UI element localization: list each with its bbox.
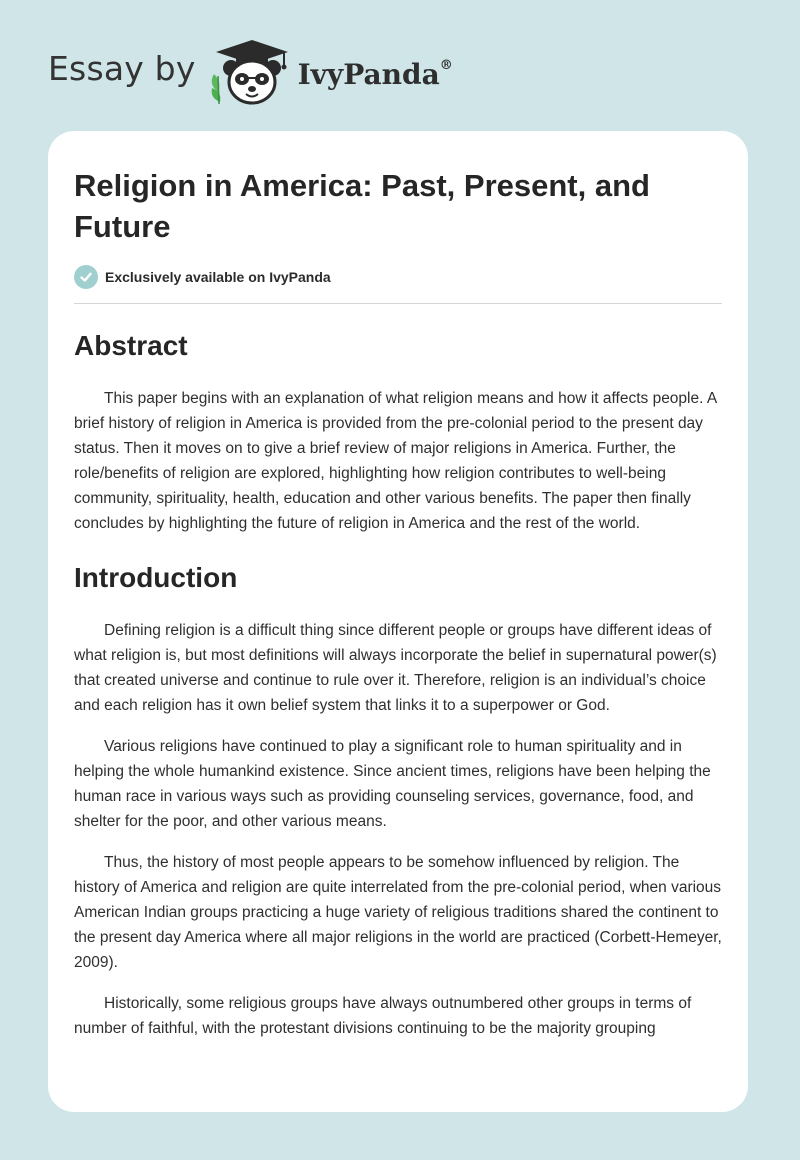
abstract-heading: Abstract xyxy=(74,330,188,361)
panda-logo-icon[interactable] xyxy=(204,36,300,108)
intro-paragraph-3: Thus, the history of most people appears to be somehow influenced by religion. The history of America and religion are quite interrelated from the pre-colonial period, when various American Indian groups practicing a huge variety of religious traditions shared the continent to the present day America where all major religions in the world are practiced (Corbett-Hemeyer, 2009). xyxy=(74,854,722,971)
intro-paragraph-1: Defining religion is a difficult thing since different people or groups have different ideas of what religion is, but most definitions will always incorporate the belief in supernatural power(s) that created universe and continue to rule over it. Therefore, religion is an individual’s choice and each religion has it own belief system that links it to a superpower or God. xyxy=(74,622,717,714)
divider xyxy=(74,303,722,304)
registered-mark: ® xyxy=(439,58,453,74)
intro-paragraph-2: Various religions have continued to play a significant role to human spirituality and in helping the whole humankind existence. Since ancient times, religions have been helping the human race in various ways such as providing counseling services, governance, food, and shelter for the poor, and other various means. xyxy=(74,738,711,830)
intro-paragraph-4: Historically, some religious groups have always outnumbered other groups in terms of number of faithful, with the protestant divisions continuing to be the majority grouping xyxy=(74,995,692,1037)
exclusive-badge-text: Exclusively available on IvyPanda xyxy=(105,269,331,285)
essay-title: Religion in America: Past, Present, and Future xyxy=(74,168,650,244)
brand-header xyxy=(48,36,453,108)
exclusive-badge xyxy=(74,265,722,289)
abstract-paragraph: This paper begins with an explanation of what religion means and how it affects people. A brief history of religion in America is provided from the pre-colonial period to the present day status. Then it moves on to give a brief review of major religions in America. Further, the role/benefits of religion are explored, highlighting how religion contributes to well-being community, spirituality, health, education and other various benefits. The paper then finally concludes by highlighting the future of religion in America and the rest of the world. xyxy=(74,390,717,532)
checkmark-icon xyxy=(74,265,98,289)
brand-name: IvyPanda® xyxy=(297,57,453,91)
essay-by-label: Essay by xyxy=(48,48,196,88)
introduction-heading: Introduction xyxy=(74,562,238,593)
essay-card xyxy=(48,131,748,1112)
